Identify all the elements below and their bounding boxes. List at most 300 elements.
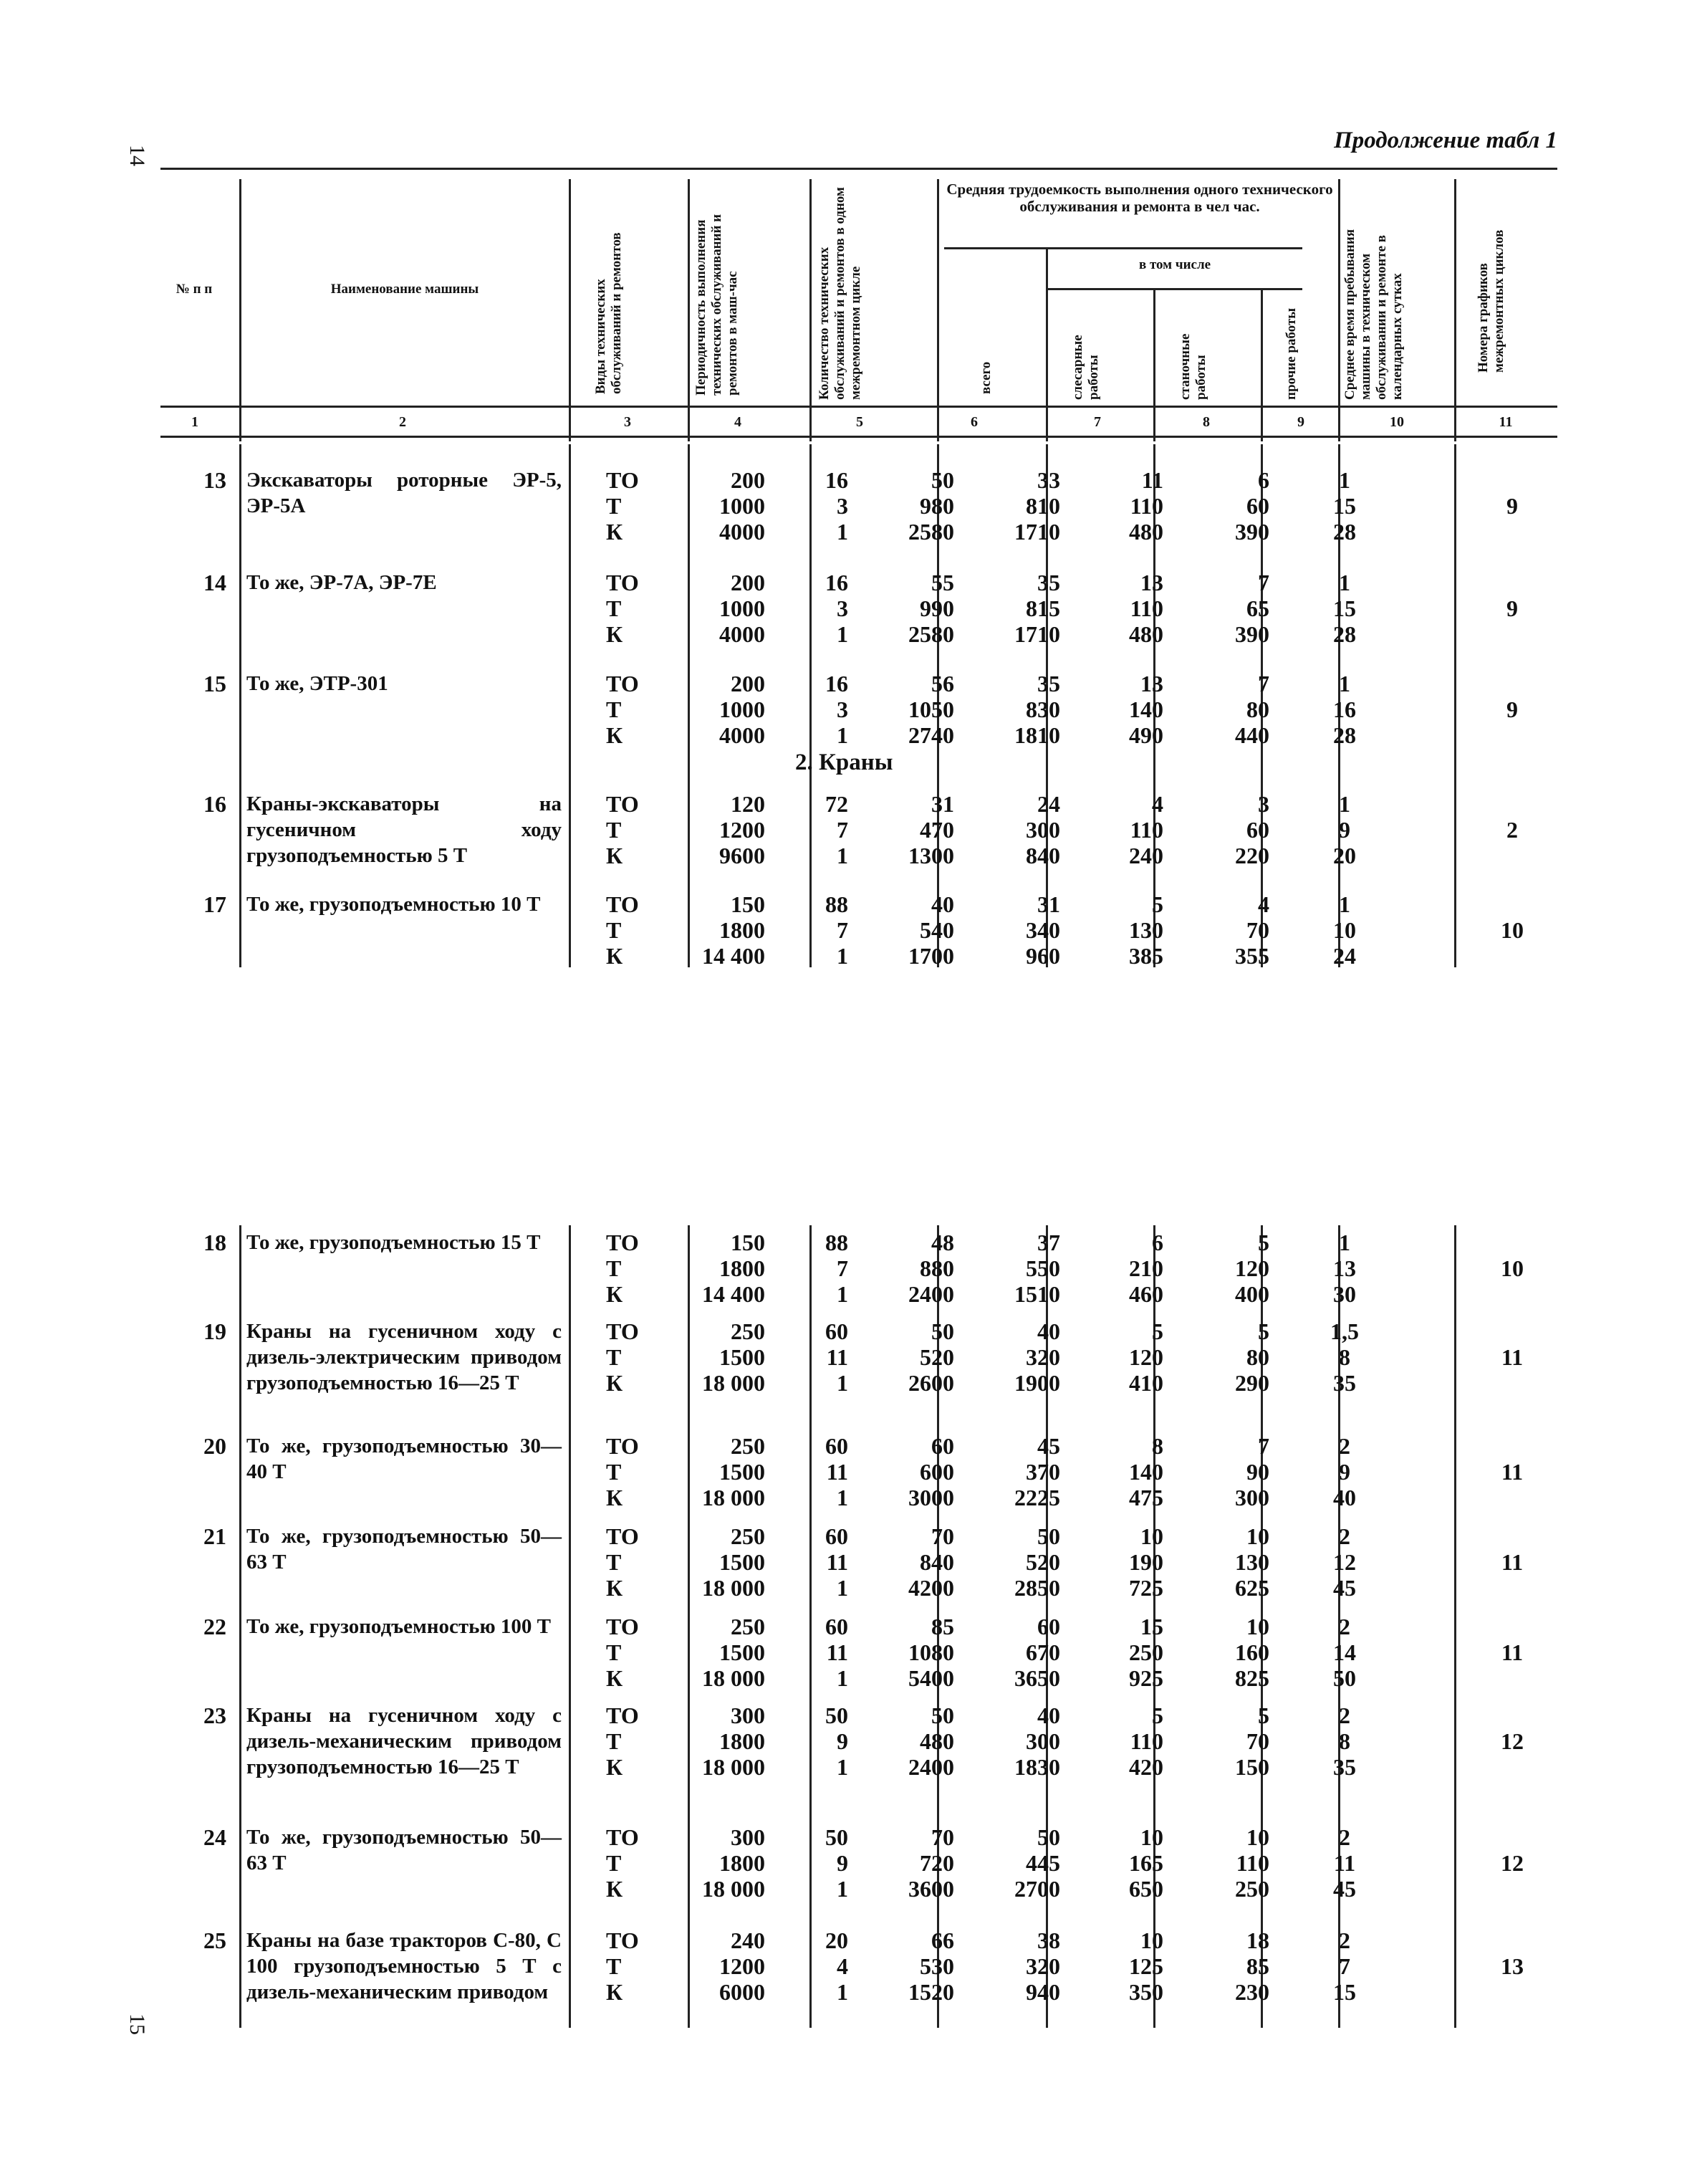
metal-values xyxy=(991,791,1060,868)
total-values xyxy=(884,791,954,868)
machine-values xyxy=(1099,1614,1163,1691)
total-value: 56 xyxy=(931,671,954,696)
machine-name: Краны-экскаваторы на гусеничном ходу грузоподъемностью 5 Т xyxy=(246,792,562,867)
count-value: 60 xyxy=(825,1614,848,1639)
metal-value: 1830 xyxy=(1014,1754,1060,1780)
down-value: 1 xyxy=(1339,467,1350,493)
other-value: 390 xyxy=(1235,621,1269,647)
other-value: 110 xyxy=(1236,1850,1269,1876)
period-value: 1800 xyxy=(719,1255,765,1281)
down-values xyxy=(1320,671,1370,748)
machine-value: 4 xyxy=(1152,791,1163,817)
machine-value: 6 xyxy=(1152,1230,1163,1255)
period-value: 1000 xyxy=(719,696,765,722)
machine-value: 10 xyxy=(1140,1927,1163,1953)
maintenance-type: ТО xyxy=(606,1230,639,1255)
maintenance-type: Т xyxy=(606,1255,622,1281)
down-value: 1 xyxy=(1339,791,1350,817)
other-value: 390 xyxy=(1235,519,1269,545)
other-value: 160 xyxy=(1235,1639,1269,1665)
down-values xyxy=(1320,1927,1370,2005)
other-value: 7 xyxy=(1258,570,1269,595)
maintenance-types xyxy=(606,570,678,647)
machine-value: 130 xyxy=(1129,917,1163,943)
colnum: 1 xyxy=(191,414,198,430)
machine-value: 5 xyxy=(1152,1318,1163,1344)
down-value: 7 xyxy=(1339,1953,1350,1979)
other-value: 825 xyxy=(1235,1665,1269,1691)
metal-value: 35 xyxy=(1037,671,1060,696)
section-title: 2. Краны xyxy=(795,749,893,775)
total-value: 3000 xyxy=(908,1485,954,1510)
other-value: 440 xyxy=(1235,722,1269,748)
graph-number: 11 xyxy=(1501,1459,1524,1485)
metal-values xyxy=(991,1614,1060,1691)
total-value: 60 xyxy=(931,1433,954,1459)
other-value: 230 xyxy=(1235,1979,1269,2005)
graph-number: 9 xyxy=(1506,595,1518,621)
down-value: 13 xyxy=(1333,1255,1356,1281)
maintenance-types xyxy=(606,1614,678,1691)
period-value: 150 xyxy=(731,891,765,917)
down-values xyxy=(1320,1824,1370,1902)
other-value: 65 xyxy=(1246,595,1269,621)
period-value: 250 xyxy=(731,1318,765,1344)
maintenance-type: К xyxy=(606,943,623,969)
count-values xyxy=(794,1433,848,1510)
header-labor: Средняя трудоемкость выполнения одного технического обслуживания и ремонта в чел час. xyxy=(946,181,1333,215)
machine-name: Краны на гусеничном ходу с дизель-механическим приводом грузоподъемностью 16—25 Т xyxy=(246,1704,562,1778)
maintenance-types xyxy=(606,1523,678,1601)
metal-value: 1810 xyxy=(1014,722,1060,748)
total-value: 2580 xyxy=(908,519,954,545)
header-sep xyxy=(937,179,939,441)
other-value: 85 xyxy=(1246,1953,1269,1979)
period-value: 9600 xyxy=(719,843,765,868)
other-value: 10 xyxy=(1246,1614,1269,1639)
metal-value: 300 xyxy=(1026,817,1060,843)
maintenance-types xyxy=(606,1230,678,1307)
metal-value: 40 xyxy=(1037,1318,1060,1344)
other-value: 625 xyxy=(1235,1575,1269,1601)
row-number: 25 xyxy=(203,1927,226,1953)
metal-value: 31 xyxy=(1037,891,1060,917)
period-values xyxy=(691,1614,765,1691)
count-value: 11 xyxy=(826,1549,848,1575)
down-value: 8 xyxy=(1339,1344,1350,1370)
period-value: 120 xyxy=(731,791,765,817)
total-value: 50 xyxy=(931,1702,954,1728)
graph-number: 11 xyxy=(1501,1549,1524,1575)
metal-value: 24 xyxy=(1037,791,1060,817)
total-value: 990 xyxy=(920,595,954,621)
continuation-label: Продолжение табл 1 xyxy=(1334,128,1557,153)
machine-name: То же, грузоподъемностью 50—63 Т xyxy=(246,1826,562,1874)
period-value: 18 000 xyxy=(702,1485,765,1510)
maintenance-types xyxy=(606,791,678,868)
down-values xyxy=(1320,1433,1370,1510)
machine-name: То же, грузоподъемностью 100 Т xyxy=(246,1615,551,1638)
maintenance-types xyxy=(606,1927,678,2005)
other-value: 3 xyxy=(1258,791,1269,817)
total-value: 2740 xyxy=(908,722,954,748)
period-value: 4000 xyxy=(719,722,765,748)
total-values xyxy=(884,1230,954,1307)
count-values xyxy=(794,671,848,748)
maintenance-type: К xyxy=(606,1281,623,1307)
total-value: 2580 xyxy=(908,621,954,647)
other-value: 90 xyxy=(1246,1459,1269,1485)
period-value: 1000 xyxy=(719,595,765,621)
count-values xyxy=(794,1614,848,1691)
body-rule xyxy=(1454,444,1456,967)
count-value: 3 xyxy=(837,696,848,722)
down-value: 2 xyxy=(1339,1927,1350,1953)
metal-value: 445 xyxy=(1026,1850,1060,1876)
count-value: 16 xyxy=(825,671,848,696)
other-value: 10 xyxy=(1246,1523,1269,1549)
count-value: 7 xyxy=(837,1255,848,1281)
other-value: 5 xyxy=(1258,1230,1269,1255)
count-value: 1 xyxy=(837,1876,848,1902)
down-value: 9 xyxy=(1339,1459,1350,1485)
colnum: 8 xyxy=(1203,414,1210,430)
period-value: 150 xyxy=(731,1230,765,1255)
period-value: 300 xyxy=(731,1824,765,1850)
maintenance-types xyxy=(606,891,678,969)
down-value: 45 xyxy=(1333,1575,1356,1601)
row-number: 19 xyxy=(203,1318,226,1344)
maintenance-type: ТО xyxy=(606,570,639,595)
down-value: 15 xyxy=(1333,493,1356,519)
maintenance-type: ТО xyxy=(606,1614,639,1639)
other-values xyxy=(1203,1433,1269,1510)
metal-value: 2225 xyxy=(1014,1485,1060,1510)
machine-value: 5 xyxy=(1152,891,1163,917)
metal-value: 340 xyxy=(1026,917,1060,943)
count-value: 7 xyxy=(837,917,848,943)
total-value: 520 xyxy=(920,1344,954,1370)
count-value: 1 xyxy=(837,1485,848,1510)
machine-name: То же, грузоподъемностью 15 Т xyxy=(246,1231,541,1254)
graph-number: 12 xyxy=(1501,1850,1524,1876)
metal-value: 810 xyxy=(1026,493,1060,519)
machine-value: 190 xyxy=(1129,1549,1163,1575)
machine-value: 8 xyxy=(1152,1433,1163,1459)
maintenance-type: ТО xyxy=(606,1824,639,1850)
period-value: 4000 xyxy=(719,519,765,545)
count-value: 60 xyxy=(825,1433,848,1459)
total-value: 1700 xyxy=(908,943,954,969)
metal-values xyxy=(991,1927,1060,2005)
other-value: 60 xyxy=(1246,817,1269,843)
other-value: 60 xyxy=(1246,493,1269,519)
period-value: 300 xyxy=(731,1702,765,1728)
machine-name: Экскаваторы роторные ЭР-5, ЭР-5А xyxy=(246,469,562,517)
down-value: 15 xyxy=(1333,1979,1356,2005)
machine-value: 5 xyxy=(1152,1702,1163,1728)
down-values xyxy=(1320,467,1370,545)
total-value: 3600 xyxy=(908,1876,954,1902)
period-value: 1200 xyxy=(719,817,765,843)
total-value: 470 xyxy=(920,817,954,843)
count-value: 1 xyxy=(837,722,848,748)
header-downtime: Среднее время пребывания машины в техническом обслуживании и ремонте в календарных сутках xyxy=(1342,229,1405,400)
other-values xyxy=(1203,1318,1269,1396)
count-values xyxy=(794,1824,848,1902)
labor-sub-rule xyxy=(944,247,1302,249)
metal-value: 370 xyxy=(1026,1459,1060,1485)
machine-value: 250 xyxy=(1129,1639,1163,1665)
metal-values xyxy=(991,891,1060,969)
graph-number: 2 xyxy=(1506,817,1518,843)
machine-value: 385 xyxy=(1129,943,1163,969)
other-value: 80 xyxy=(1246,696,1269,722)
header-sep xyxy=(569,179,571,441)
maintenance-type: К xyxy=(606,843,623,868)
metal-value: 550 xyxy=(1026,1255,1060,1281)
maintenance-type: Т xyxy=(606,1953,622,1979)
machine-value: 165 xyxy=(1129,1850,1163,1876)
down-value: 9 xyxy=(1339,817,1350,843)
period-value: 18 000 xyxy=(702,1370,765,1396)
row-number: 18 xyxy=(203,1230,226,1255)
period-value: 1200 xyxy=(719,1953,765,1979)
maintenance-type: ТО xyxy=(606,891,639,917)
header-sep xyxy=(809,179,812,441)
header-sep xyxy=(1454,179,1456,441)
other-values xyxy=(1203,1927,1269,2005)
count-values xyxy=(794,1523,848,1601)
other-values xyxy=(1203,1614,1269,1691)
metal-values xyxy=(991,467,1060,545)
count-value: 72 xyxy=(825,791,848,817)
period-values xyxy=(691,467,765,545)
other-value: 7 xyxy=(1258,1433,1269,1459)
other-values xyxy=(1203,1523,1269,1601)
maintenance-type: ТО xyxy=(606,791,639,817)
total-value: 1080 xyxy=(908,1639,954,1665)
metal-value: 300 xyxy=(1026,1728,1060,1754)
metal-values xyxy=(991,1523,1060,1601)
total-value: 5400 xyxy=(908,1665,954,1691)
count-value: 1 xyxy=(837,843,848,868)
count-value: 3 xyxy=(837,493,848,519)
total-value: 66 xyxy=(931,1927,954,1953)
header-sep xyxy=(1338,179,1340,441)
header-sep xyxy=(688,179,690,441)
other-value: 250 xyxy=(1235,1876,1269,1902)
graph-number: 10 xyxy=(1501,1255,1524,1281)
body-rule xyxy=(688,1225,690,2028)
metal-value: 40 xyxy=(1037,1702,1060,1728)
metal-value: 815 xyxy=(1026,595,1060,621)
total-value: 540 xyxy=(920,917,954,943)
metal-value: 1710 xyxy=(1014,519,1060,545)
metal-value: 320 xyxy=(1026,1953,1060,1979)
total-value: 50 xyxy=(931,467,954,493)
other-value: 120 xyxy=(1235,1255,1269,1281)
period-values xyxy=(691,1523,765,1601)
graph-number: 11 xyxy=(1501,1639,1524,1665)
machine-name: То же, грузоподъемностью 30—40 Т xyxy=(246,1435,562,1483)
maintenance-types xyxy=(606,1824,678,1902)
maintenance-type: Т xyxy=(606,917,622,943)
machine-values xyxy=(1099,791,1163,868)
period-values xyxy=(691,1230,765,1307)
down-value: 1 xyxy=(1339,671,1350,696)
page-number-bottom: 15 xyxy=(125,2013,149,2035)
metal-values xyxy=(991,570,1060,647)
row-number: 24 xyxy=(203,1824,226,1850)
count-values xyxy=(794,467,848,545)
header-count: Количество технических обслуживаний и ремонтов в одном межремонтном цикле xyxy=(817,187,863,400)
period-value: 18 000 xyxy=(702,1575,765,1601)
other-values xyxy=(1203,671,1269,748)
body-rule xyxy=(239,444,241,967)
period-values xyxy=(691,1318,765,1396)
header-types: Виды технических обслуживаний и ремонтов xyxy=(593,232,624,394)
other-values xyxy=(1203,791,1269,868)
body-rule xyxy=(569,1225,571,2028)
maintenance-type: К xyxy=(606,722,623,748)
machine-name: То же, грузоподъемностью 50—63 Т xyxy=(246,1525,562,1574)
machine-value: 15 xyxy=(1140,1614,1163,1639)
total-values xyxy=(884,467,954,545)
period-value: 1500 xyxy=(719,1549,765,1575)
other-value: 300 xyxy=(1235,1485,1269,1510)
maintenance-type: К xyxy=(606,1485,623,1510)
maintenance-type: Т xyxy=(606,595,622,621)
period-value: 1500 xyxy=(719,1344,765,1370)
metal-values xyxy=(991,1433,1060,1510)
down-value: 40 xyxy=(1333,1485,1356,1510)
machine-value: 13 xyxy=(1140,570,1163,595)
metal-values xyxy=(991,1318,1060,1396)
total-value: 4200 xyxy=(908,1575,954,1601)
down-value: 28 xyxy=(1333,621,1356,647)
other-value: 5 xyxy=(1258,1702,1269,1728)
other-value: 400 xyxy=(1235,1281,1269,1307)
machine-value: 10 xyxy=(1140,1523,1163,1549)
count-value: 16 xyxy=(825,467,848,493)
colnum: 6 xyxy=(971,414,978,430)
count-values xyxy=(794,1702,848,1780)
machine-values xyxy=(1099,1927,1163,2005)
header-period: Периодичность выполнения технических обслуживаний и ремонтов в маш-час xyxy=(693,214,740,396)
row-number: 20 xyxy=(203,1433,226,1459)
colnum: 4 xyxy=(734,414,741,430)
period-values xyxy=(691,1927,765,2005)
graph-number: 10 xyxy=(1501,917,1524,943)
maintenance-type: Т xyxy=(606,1728,622,1754)
down-value: 15 xyxy=(1333,595,1356,621)
total-values xyxy=(884,1702,954,1780)
total-values xyxy=(884,891,954,969)
header-num: № п п xyxy=(176,282,213,297)
machine-value: 490 xyxy=(1129,722,1163,748)
down-value: 10 xyxy=(1333,917,1356,943)
body-rule xyxy=(1454,1225,1456,2028)
machine-values xyxy=(1099,1230,1163,1307)
machine-value: 480 xyxy=(1129,621,1163,647)
total-value: 70 xyxy=(931,1523,954,1549)
period-values xyxy=(691,891,765,969)
period-value: 200 xyxy=(731,671,765,696)
row-number: 23 xyxy=(203,1702,226,1728)
machine-value: 110 xyxy=(1130,595,1163,621)
down-value: 12 xyxy=(1333,1549,1356,1575)
period-value: 1800 xyxy=(719,1850,765,1876)
maintenance-type: К xyxy=(606,1979,623,2005)
machine-name: Краны на гусеничном ходу с дизель-электрическим приводом грузоподъемностью 16—25 Т xyxy=(246,1320,562,1394)
machine-value: 240 xyxy=(1129,843,1163,868)
maintenance-type: К xyxy=(606,1754,623,1780)
count-value: 1 xyxy=(837,943,848,969)
period-value: 1800 xyxy=(719,1728,765,1754)
metal-value: 3650 xyxy=(1014,1665,1060,1691)
maintenance-type: К xyxy=(606,519,623,545)
total-value: 880 xyxy=(920,1255,954,1281)
colnum: 2 xyxy=(399,414,406,430)
maintenance-type: Т xyxy=(606,493,622,519)
other-value: 10 xyxy=(1246,1824,1269,1850)
colnum: 3 xyxy=(624,414,631,430)
down-value: 2 xyxy=(1339,1614,1350,1639)
machine-value: 725 xyxy=(1129,1575,1163,1601)
down-value: 35 xyxy=(1333,1754,1356,1780)
body-rule xyxy=(688,444,690,967)
machine-value: 110 xyxy=(1130,817,1163,843)
count-value: 88 xyxy=(825,1230,848,1255)
count-value: 4 xyxy=(837,1953,848,1979)
down-value: 2 xyxy=(1339,1702,1350,1728)
total-value: 530 xyxy=(920,1953,954,1979)
maintenance-type: К xyxy=(606,621,623,647)
colnum: 10 xyxy=(1390,414,1404,430)
other-value: 6 xyxy=(1258,467,1269,493)
count-values xyxy=(794,1230,848,1307)
count-value: 1 xyxy=(837,1575,848,1601)
header-machine: станочные работы xyxy=(1178,333,1208,400)
down-value: 20 xyxy=(1333,843,1356,868)
total-values xyxy=(884,1824,954,1902)
count-values xyxy=(794,1318,848,1396)
total-value: 1050 xyxy=(908,696,954,722)
other-value: 220 xyxy=(1235,843,1269,868)
period-values xyxy=(691,1433,765,1510)
period-value: 14 400 xyxy=(702,1281,765,1307)
other-values xyxy=(1203,1702,1269,1780)
down-value: 45 xyxy=(1333,1876,1356,1902)
machine-value: 140 xyxy=(1129,696,1163,722)
total-value: 2600 xyxy=(908,1370,954,1396)
down-values xyxy=(1320,1230,1370,1307)
machine-values xyxy=(1099,891,1163,969)
down-values xyxy=(1320,1523,1370,1601)
period-value: 250 xyxy=(731,1523,765,1549)
other-value: 290 xyxy=(1235,1370,1269,1396)
machine-values xyxy=(1099,1433,1163,1510)
metal-values xyxy=(991,1824,1060,1902)
other-value: 70 xyxy=(1246,917,1269,943)
machine-values xyxy=(1099,1318,1163,1396)
count-values xyxy=(794,570,848,647)
machine-name: То же, грузоподъемностью 10 Т xyxy=(246,893,541,916)
total-value: 50 xyxy=(931,1318,954,1344)
machine-values xyxy=(1099,467,1163,545)
header-sep xyxy=(1153,288,1155,441)
